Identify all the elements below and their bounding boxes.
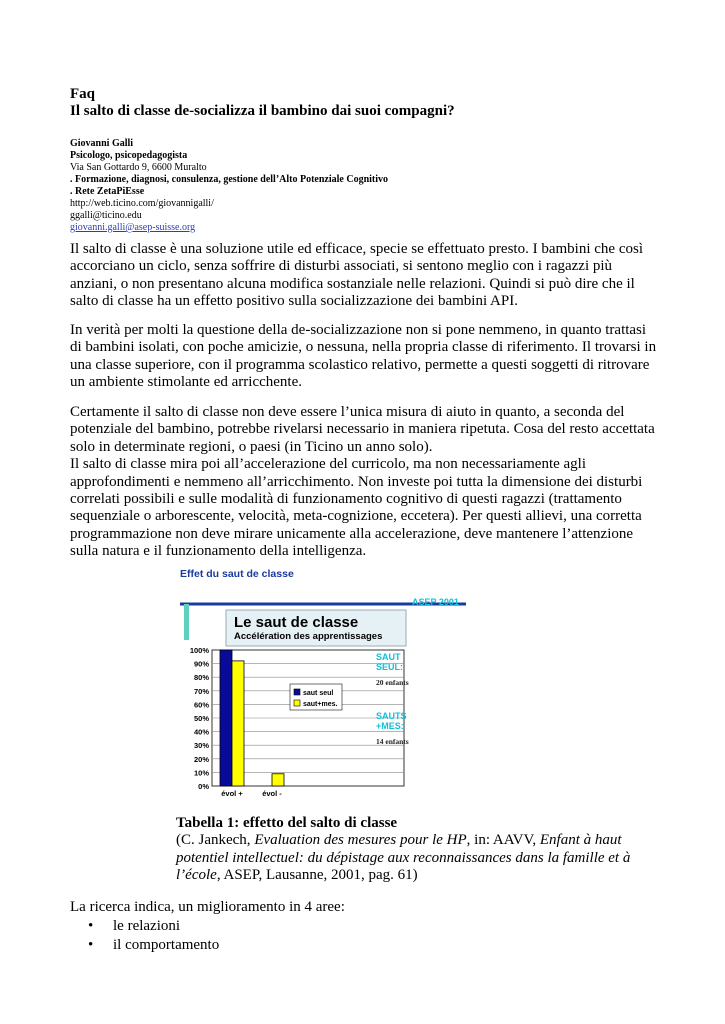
list-intro: La ricerca indica, un miglioramento in 4 aree: xyxy=(70,899,345,915)
citation-post: , ASEP, Lausanne, 2001, pag. 61) xyxy=(216,867,418,884)
list-item xyxy=(88,936,219,955)
bar-saut-seul xyxy=(220,650,232,786)
y-tick-label: 80% xyxy=(193,673,209,683)
y-tick-label: 50% xyxy=(193,714,209,723)
y-tick-label: 10% xyxy=(193,768,209,778)
author-website[interactable]: http://web.ticino.com/giovannigalli/ xyxy=(70,198,214,209)
y-tick-label: 90% xyxy=(193,659,209,669)
author-network: . Rete ZetaPiEsse xyxy=(70,186,145,197)
author-block xyxy=(70,138,388,234)
chart-title: Le saut de classe xyxy=(234,614,359,631)
bar-saut-mes- xyxy=(272,774,284,786)
legend-label: saut seul xyxy=(303,690,334,697)
bar-saut-mes- xyxy=(232,661,244,786)
y-tick-label: 70% xyxy=(193,686,209,696)
y-tick-label: 20% xyxy=(193,754,209,764)
chart-teal-bar xyxy=(184,604,189,640)
legend-swatch xyxy=(294,700,300,706)
side-label-title: SAUTS xyxy=(376,711,407,721)
author-activities: . Formazione, diagnosi, consulenza, gestione dell’Alto Potenziale Cognitivo xyxy=(70,174,389,185)
paragraph-3a: Certamente il salto di classe non deve essere l’unica misura di aiuto in quanto, a seconda del potenziale del bambino, potrebbe rivelarsi necessario in maniera ripetuta. Cosa del resto accettata solo in determinate regioni, o paesi (in Ticino un anno solo). xyxy=(70,404,655,455)
y-tick-label: 40% xyxy=(193,727,209,737)
chart-plot-area xyxy=(190,646,409,798)
saut-de-classe-chart xyxy=(176,564,466,804)
y-tick-label: 100% xyxy=(189,646,209,655)
author-email-1[interactable]: ggalli@ticino.edu xyxy=(70,210,142,221)
author-address: Via San Gottardo 9, 6600 Muralto xyxy=(70,162,207,173)
side-label-count: 20 enfants xyxy=(376,678,409,687)
y-tick-label: 60% xyxy=(193,700,209,710)
figure-caption xyxy=(176,815,666,885)
y-tick-label: 0% xyxy=(198,782,209,791)
caption-title: Tabella 1: effetto del salto di classe xyxy=(176,815,398,831)
x-tick-label: évol + xyxy=(221,789,243,798)
author-email-2-link[interactable]: giovanni.galli@asep-suisse.org xyxy=(70,222,196,233)
side-label-title: SAUT xyxy=(376,652,401,662)
x-tick-label: évol - xyxy=(262,789,282,798)
author-name: Giovanni Galli xyxy=(70,138,134,149)
list-item-text: il comportamento xyxy=(113,936,220,953)
paragraph-3 xyxy=(70,404,660,561)
side-label-subtitle: +MES: xyxy=(376,721,404,731)
author-role: Psicologo, psicopedagogista xyxy=(70,150,188,161)
list-item xyxy=(88,917,219,936)
side-label-count: 14 enfants xyxy=(376,737,409,746)
improvement-list xyxy=(88,917,219,954)
chart-subtitle: Accélération des apprentissages xyxy=(234,631,383,642)
citation-title-1: Evaluation des mesures pour le HP xyxy=(254,832,467,849)
paragraph-1: Il salto di classe è una soluzione utile ed efficace, specie se effettuato presto. I bambini che così accorciano un ciclo, senza soffrire di disturbi associati, si sentono meglio con i ragazzi più anziani, o non presentano alcuna modifica sostanziale nelle relazioni. Quindi si può dire che il salto di classe ha un effetto positivo sulla socializzazione dei bambini API. xyxy=(70,241,643,310)
chart-header: Effet du saut de classe xyxy=(180,568,294,580)
list-item-text: le relazioni xyxy=(113,918,181,934)
side-label-subtitle: SEUL: xyxy=(376,662,403,672)
page-title: Il salto di classe de-socializza il bambino dai suoi compagni? xyxy=(70,103,455,119)
caption-citation xyxy=(176,832,666,884)
citation-title-2: Enfant à haut potentiel intellectuel: du dépistage aux reconnaissances dans la famille et à l’école xyxy=(176,832,631,884)
bullet-icon: • xyxy=(88,918,94,934)
chart-badge: ASEP 2001 xyxy=(412,597,459,607)
legend-swatch xyxy=(294,689,300,695)
citation-pre: (C. Jankech, xyxy=(176,832,255,849)
paragraph-3b: Il salto di classe mira poi all’accelerazione del curricolo, ma non necessariamente agli approfondimenti e nemmeno all’arricchimento. Non investe poi tutta la dimensione dei disturbi correlati possibili e sulle modalità di funzionamento cognitivo di questi ragazzi (trattamento sequenziale o arborescente, velocità, meta-cognizione, eccetera). Per questi allievi, una corretta programmazione non deve mirare unicamente alla accelerazione, deve mantenere l’attenzione sulla natura e il funzionamento della intelligenza. xyxy=(70,456,643,560)
bullet-icon: • xyxy=(88,936,94,953)
legend-label: saut+mes. xyxy=(303,701,338,708)
citation-mid: , in: AAVV, xyxy=(466,832,540,849)
paragraph-2: In verità per molti la questione della de-socializzazione non si pone nemmeno, in quanto trattasi di bambini isolati, con poche amicizie, o nessuna, nella propria classe di riferimento. Il trovarsi in una classe superiore, con il programma scolastico relativo, permette a questi soggetti di ritrovare un ambiente stimolante ed arricchente. xyxy=(70,322,657,391)
faq-label: Faq xyxy=(70,86,96,102)
y-tick-label: 30% xyxy=(193,741,209,751)
